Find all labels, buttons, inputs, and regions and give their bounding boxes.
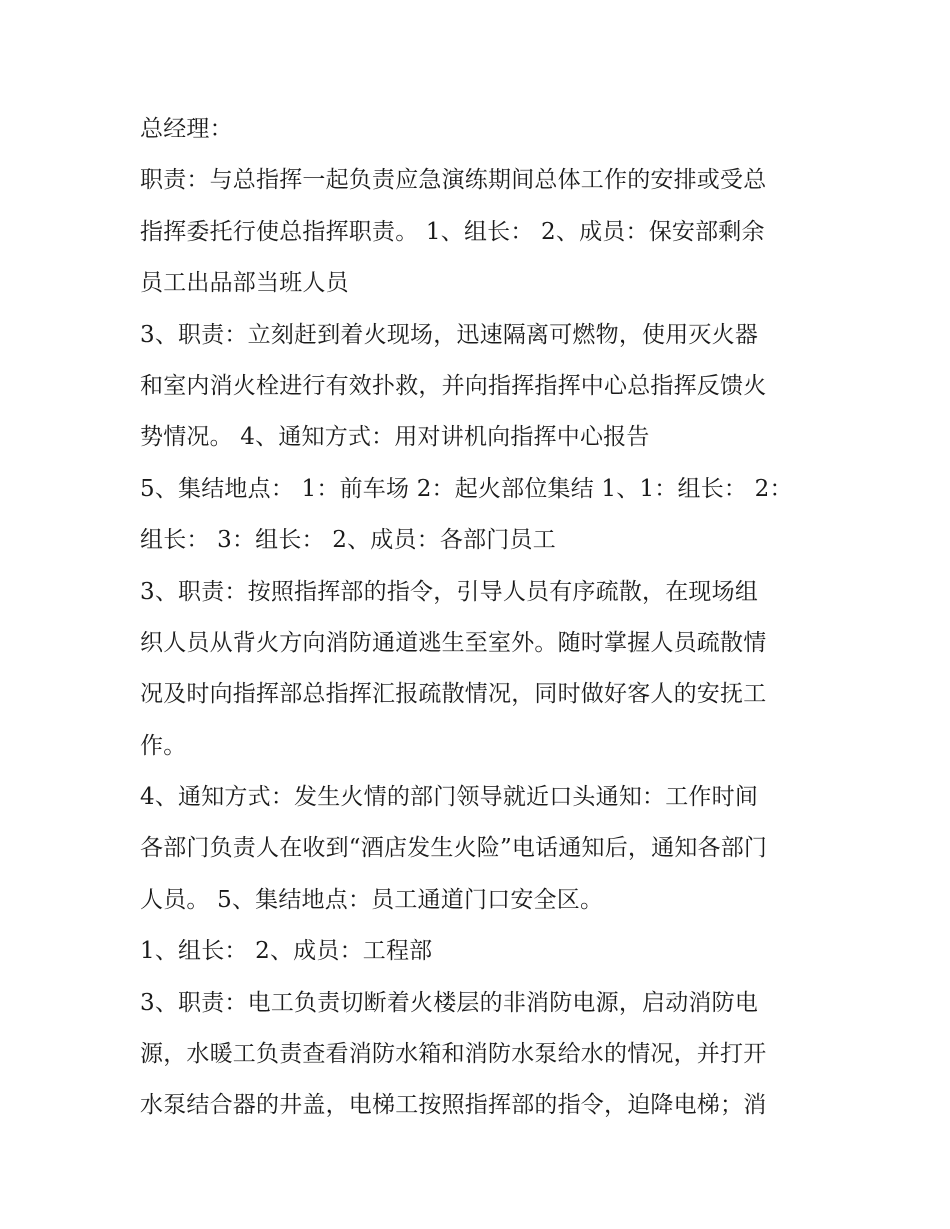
text-line: 3、职责：电工负责切断着火楼层的非消防电源，启动消防电	[140, 989, 759, 1016]
text-line: 员工出品部当班人员	[140, 270, 349, 297]
text-line: 水泵结合器的井盖，电梯工按照指挥部的指令，迫降电梯；消	[140, 1092, 767, 1119]
text-line: 职责：与总指挥一起负责应急演练期间总体工作的安排或受总	[140, 167, 767, 194]
text-line: 5、集结地点： 1：前车场 2：起火部位集结 1、1：组长： 2：	[140, 475, 793, 502]
text-line: 总经理：	[140, 116, 233, 142]
text-line: 况及时向指挥部总指挥汇报疏散情况，同时做好客人的安抚工	[140, 681, 767, 708]
text-line: 和室内消火栓进行有效扑救，并向指挥指挥中心总指挥反馈火	[140, 372, 767, 399]
text-line: 各部门负责人在收到“酒店发生火险”电话通知后，通知各部门	[140, 835, 768, 862]
text-line: 4、通知方式：发生火情的部门领导就近口头通知：工作时间	[140, 784, 759, 811]
text-line: 指挥委托行使总指挥职责。 1、组长： 2、成员：保安部剩余	[140, 218, 765, 245]
text-line: 源，水暖工负责查看消防水箱和消防水泵给水的情况，并打开	[140, 1041, 767, 1068]
text-line: 组长： 3：组长： 2、成员：各部门员工	[140, 527, 556, 554]
text-line: 人员。 5、集结地点：员工通道门口安全区。	[140, 886, 604, 913]
text-line: 1、组长： 2、成员：工程部	[140, 938, 433, 965]
text-line: 3、职责：按照指挥部的指令，引导人员有序疏散，在现场组	[140, 578, 759, 605]
text-line: 作。	[140, 732, 187, 759]
text-line: 势情况。 4、通知方式：用对讲机向指挥中心报告	[140, 424, 650, 451]
text-line: 织人员从背火方向消防通道逃生至室外。随时掌握人员疏散情	[140, 629, 767, 656]
document-body	[140, 104, 820, 1132]
text-line: 3、职责：立刻赶到着火现场，迅速隔离可燃物，使用灭火器	[140, 321, 759, 348]
